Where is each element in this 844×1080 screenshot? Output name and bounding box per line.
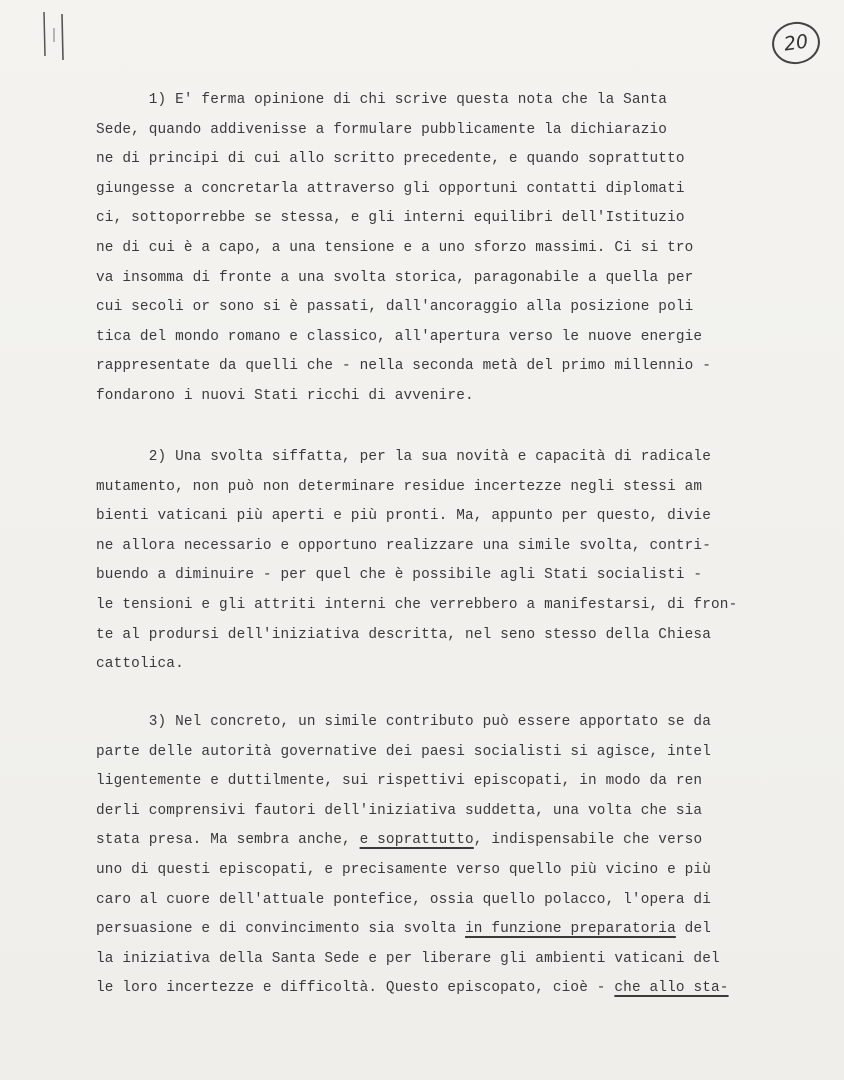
text-line — [96, 974, 836, 1004]
text-segment: fondarono i nuovi Stati ricchi di avvenire. — [96, 387, 474, 404]
text-line — [96, 86, 836, 116]
text-segment: ne allora necessario e opportuno realizzare una simile svolta, contri- — [96, 537, 712, 554]
text-line — [96, 591, 836, 621]
text-segment: cui secoli or sono si è passati, dall'ancoraggio alla posizione poli — [96, 299, 694, 316]
text-line — [96, 443, 836, 473]
text-segment: derli comprensivi fautori dell'iniziativa suddetta, una volta che sia — [96, 802, 703, 819]
text-line — [96, 145, 836, 175]
text-line — [96, 382, 836, 412]
text-line — [96, 738, 836, 768]
text-segment: buendo a diminuire - per quel che è possibile agli Stati socialisti - — [96, 567, 703, 584]
text-segment: tica del mondo romano e classico, all'apertura verso le nuove energie — [96, 328, 703, 345]
page-number: 20 — [769, 19, 822, 67]
text-segment: persuasione e di convincimento sia svolta — [96, 921, 466, 938]
text-line — [96, 856, 836, 886]
text-line — [96, 264, 836, 294]
text-line — [96, 886, 836, 916]
text-segment: ligentemente e duttilmente, sui rispettivi episcopati, in modo da ren — [96, 773, 703, 790]
text-segment: uno di questi episcopati, e precisamente verso quello più vicino e più — [96, 861, 712, 878]
text-line — [96, 323, 836, 353]
text-line — [96, 915, 836, 945]
text-segment: cattolica. — [96, 656, 184, 673]
text-line — [96, 767, 836, 797]
text-segment: rappresentate da quelli che - nella seconda metà del primo millennio - — [96, 358, 712, 375]
paragraph-1 — [96, 86, 836, 412]
text-line — [96, 204, 836, 234]
text-segment: , indispensabile che verso — [473, 832, 703, 849]
text-segment: 1) E' ferma opinione di chi scrive questa nota che la Santa — [96, 92, 668, 108]
text-line — [96, 826, 836, 856]
text-line — [96, 293, 836, 323]
text-line — [96, 175, 836, 205]
text-segment: le loro incertezze e difficoltà. Questo episcopato, cioè - — [96, 980, 615, 997]
text-segment: te al prodursi dell'iniziativa descritta, nel seno stesso della Chiesa — [96, 626, 712, 643]
text-segment: le tensioni e gli attriti interni che verrebbero a manifestarsi, di fron- — [96, 596, 738, 613]
text-line — [96, 797, 836, 827]
text-line — [96, 650, 836, 680]
text-segment: bienti vaticani più aperti e più pronti. Ma, appunto per questo, divie — [96, 508, 712, 525]
underlined-text: e soprattutto — [359, 832, 474, 849]
text-line — [96, 234, 836, 264]
text-line — [96, 708, 836, 738]
paragraph-2 — [96, 443, 836, 680]
text-segment: va insomma di fronte a una svolta storica, paragonabile a quella per — [96, 269, 694, 286]
text-line — [96, 502, 836, 532]
text-segment: 2) Una svolta siffatta, per la sua novità e capacità di radicale — [96, 449, 712, 465]
text-line — [96, 473, 836, 503]
text-segment: stata presa. Ma sembra anche, — [96, 832, 360, 849]
text-segment: ne di principi di cui allo scritto precedente, e quando soprattutto — [96, 151, 685, 168]
text-segment: ne di cui è a capo, a una tensione e a uno sforzo massimi. Ci si tro — [96, 239, 694, 256]
paragraph-3 — [96, 708, 836, 1004]
text-segment: mutamento, non può non determinare residue incertezze negli stessi am — [96, 478, 703, 495]
text-segment: 3) Nel concreto, un simile contributo può essere apportato se da — [96, 714, 712, 730]
text-segment: Sede, quando addivenisse a formulare pubblicamente la dichiarazio — [96, 121, 668, 138]
text-segment: ci, sottoporrebbe se stessa, e gli interni equilibri dell'Istituzio — [96, 210, 685, 227]
text-line — [96, 621, 836, 651]
text-line — [96, 945, 836, 975]
text-segment: caro al cuore dell'attuale pontefice, ossia quello polacco, l'opera di — [96, 891, 712, 908]
hole-punch-marks — [34, 8, 74, 78]
underlined-text: in funzione preparatoria — [465, 921, 676, 938]
text-line — [96, 561, 836, 591]
text-segment: la iniziativa della Santa Sede e per liberare gli ambienti vaticani del — [96, 950, 720, 967]
text-line — [96, 532, 836, 562]
text-line — [96, 116, 836, 146]
text-segment: parte delle autorità governative dei paesi socialisti si agisce, intel — [96, 743, 712, 760]
underlined-text: che allo sta- — [614, 980, 729, 997]
text-segment: del — [675, 921, 712, 938]
text-line — [96, 352, 836, 382]
text-segment: giungesse a concretarla attraverso gli opportuni contatti diplomati — [96, 180, 685, 197]
